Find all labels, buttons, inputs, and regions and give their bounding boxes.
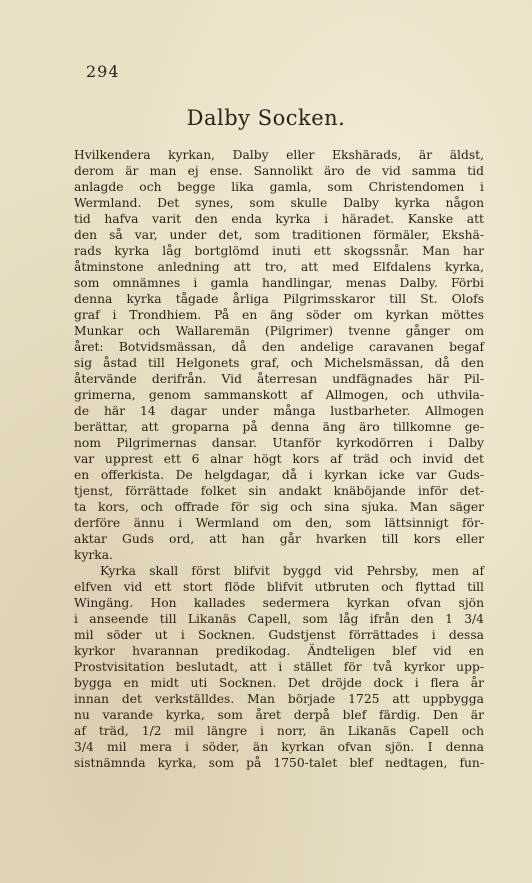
text-line: som omnämnes i gamla handlingar, menas Dalby. Förbi bbox=[74, 276, 484, 290]
text-line: de här 14 dagar under många lustbarheter. Allmogen bbox=[74, 404, 484, 418]
text-line: grimerna, genom sammanskott af Allmogen, och uthvila- bbox=[74, 388, 484, 402]
text-line: ta kors, och offrade för sig och sina sjuka. Man säger bbox=[74, 500, 484, 514]
text-line: mil söder ut i Socknen. Gudstjenst förrättades i dessa bbox=[74, 628, 484, 642]
text-line: graf i Trondhiem. På en äng söder om kyrkan möttes bbox=[74, 308, 484, 322]
text-line: året: Botvidsmässan, då den andelige caravanen begaf bbox=[74, 340, 484, 354]
text-line: kyrkor hvarannan predikodag. Ändteligen blef vid en bbox=[74, 644, 484, 658]
page-number: 294 bbox=[86, 62, 120, 81]
text-line: den så var, under det, som traditionen förmäler, Ekshä- bbox=[74, 228, 484, 242]
paragraph-1 bbox=[74, 147, 484, 563]
text-line: Munkar och Wallaremän (Pilgrimer) tvenne gånger om bbox=[74, 324, 484, 338]
text-line: en offerkista. De helgdagar, då i kyrkan icke var Guds- bbox=[74, 468, 484, 482]
text-line: Prostvisitation beslutadt, att i stället för två kyrkor upp- bbox=[74, 660, 484, 674]
text-line: återvände derifrån. Vid återresan undfägnades här Pil- bbox=[74, 372, 484, 386]
text-line: rads kyrka låg bortglömd inuti ett skogssnår. Man har bbox=[74, 244, 484, 258]
text-line: nom Pilgrimernas dansar. Utanför kyrkodörren i Dalby bbox=[74, 436, 484, 450]
text-line: bygga en midt uti Socknen. Det dröjde dock i flera år bbox=[74, 676, 484, 690]
text-line: sistnämnda kyrka, som på 1750-talet blef nedtagen, fun- bbox=[74, 756, 484, 770]
text-line: aktar Guds ord, att han går hvarken till kors eller bbox=[74, 532, 484, 546]
body-text bbox=[74, 147, 484, 771]
text-line: anlagde och begge lika gamla, som Christendomen i bbox=[74, 180, 484, 194]
text-line: Wingäng. Hon kallades sedermera kyrkan ofvan sjön bbox=[74, 596, 484, 610]
text-line: elfven vid ett stort flöde blifvit utbruten och flyttad till bbox=[74, 580, 484, 594]
text-line: nu varande kyrka, som året derpå blef färdig. Den är bbox=[74, 708, 484, 722]
text-line: i anseende till Likanäs Capell, som låg ifrån den 1 3/4 bbox=[74, 612, 484, 626]
text-line: Kyrka skall först blifvit byggd vid Pehrsby, men af bbox=[100, 564, 484, 578]
text-line: kyrka. bbox=[74, 548, 113, 562]
text-line: tjenst, förrättade folket sin andakt knäböjande inför det- bbox=[74, 484, 484, 498]
text-line: sig åstad till Helgonets graf, och Michelsmässan, då den bbox=[74, 356, 484, 370]
text-line: tid hafva varit den enda kyrka i häradet. Kanske att bbox=[74, 212, 484, 226]
text-line: Wermland. Det synes, som skulle Dalby kyrka någon bbox=[74, 196, 484, 210]
text-line: innan det verkställdes. Man började 1725 att uppbygga bbox=[74, 692, 484, 706]
text-line: derföre ännu i Wermland om den, som lättsinnigt för- bbox=[74, 516, 484, 530]
text-line: berättar, att groparna på denna äng äro tillkomne ge- bbox=[74, 420, 484, 434]
text-line: Hvilkendera kyrkan, Dalby eller Ekshärads, är äldst, bbox=[74, 148, 484, 162]
text-line: denna kyrka tågade årliga Pilgrimsskaror till St. Olofs bbox=[74, 292, 484, 306]
text-line: åtminstone anledning att tro, att med Elfdalens kyrka, bbox=[74, 260, 484, 274]
text-line: var upprest ett 6 alnar högt kors af träd och invid det bbox=[74, 452, 484, 466]
section-heading: Dalby Socken. bbox=[186, 106, 346, 130]
paragraph-2 bbox=[74, 563, 484, 771]
text-line: derom är man ej ense. Sannolikt äro de vid samma tid bbox=[74, 164, 484, 178]
text-line: 3/4 mil mera i söder, än kyrkan ofvan sjön. I denna bbox=[74, 740, 484, 754]
text-line: af träd, 1/2 mil längre i norr, än Likanäs Capell och bbox=[74, 724, 484, 738]
